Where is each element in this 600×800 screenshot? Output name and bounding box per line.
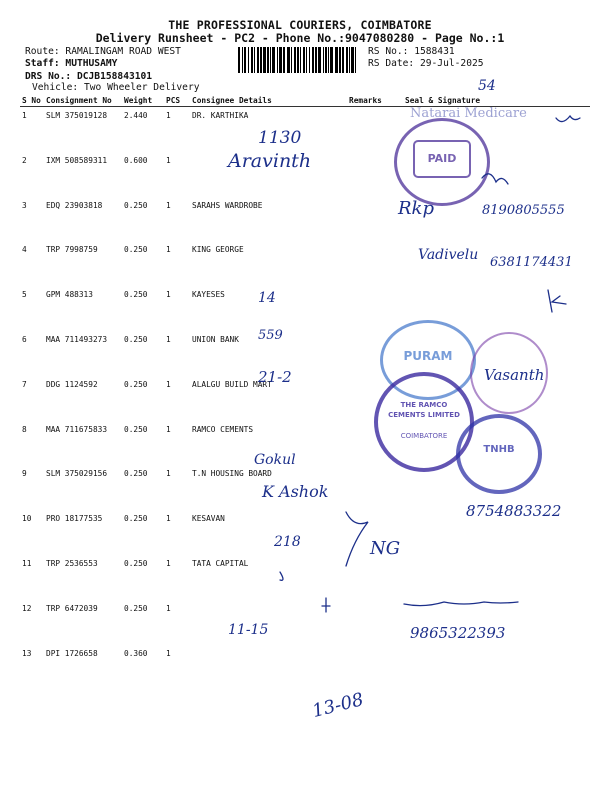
consignee-cell: ALALGU BUILD MART — [192, 379, 272, 389]
row7-note-handwriting: 21-2 — [258, 368, 292, 386]
bottom-note-handwriting: 13-08 — [310, 689, 366, 722]
pcs-cell: 1 — [166, 155, 171, 165]
consignee-cell: SARAHS WARDROBE — [192, 200, 263, 210]
weight-cell: 2.440 — [124, 111, 148, 120]
consignment-number-cell: TRP 6472039 — [46, 603, 98, 613]
weight-cell: 0.250 — [124, 200, 148, 210]
column-header: PCS — [164, 94, 190, 107]
serial-number-cell: 9 — [22, 469, 27, 479]
rs-date: RS Date: 29-Jul-2025 — [368, 58, 484, 69]
pcs-cell: 1 — [166, 514, 171, 524]
serial-number-cell: 3 — [22, 200, 27, 210]
pcs-cell: 1 — [166, 111, 171, 120]
pcs-cell: 1 — [166, 648, 171, 658]
row3-phone: 8190805555 — [482, 203, 565, 218]
pcs-cell: 1 — [166, 603, 171, 613]
consignee-cell: KESAVAN — [192, 514, 225, 524]
serial-number-cell: 4 — [22, 245, 27, 255]
ramco-label: THE RAMCO CEMENTS LIMITED — [388, 401, 460, 419]
company-title: THE PROFESSIONAL COURIERS, COIMBATORE — [168, 18, 432, 32]
row13-phone: 9865322393 — [410, 624, 506, 642]
consignment-number-cell: DDG 1124592 — [46, 379, 98, 389]
route-label: Route: RAMALINGAM ROAD WEST — [25, 46, 181, 57]
weight-cell: 0.250 — [124, 469, 148, 479]
weight-cell: 0.250 — [124, 290, 148, 300]
row11-stroke — [346, 512, 368, 566]
column-header: Remarks — [347, 94, 403, 107]
weight-cell: 0.360 — [124, 648, 148, 658]
column-header: Seal & Signature — [403, 94, 590, 107]
pcs-cell: 1 — [166, 558, 171, 568]
row10-signature: K Ashok — [262, 482, 329, 501]
row5-note-handwriting: 14 — [258, 290, 276, 306]
page-count-handwriting: 54 — [478, 78, 496, 94]
row11-signature: NG — [370, 538, 401, 559]
row13-note-handwriting: 11-15 — [228, 622, 269, 638]
consignment-number-cell: DPI 1726658 — [46, 648, 98, 658]
consignment-number-cell: MAA 711675833 — [46, 424, 108, 434]
row13-mark — [322, 598, 330, 612]
row11-note-handwriting: 218 — [274, 534, 301, 550]
consignment-number-cell: TRP 2536553 — [46, 558, 98, 568]
drs-number: DRS No.: DCJB158843101 — [25, 71, 153, 82]
row13-signature-line — [404, 602, 518, 606]
weight-cell: 0.250 — [124, 424, 148, 434]
weight-cell: 0.250 — [124, 514, 148, 524]
consignment-number-cell: PRO 18177535 — [46, 514, 103, 524]
rs-number: RS No.: 1588431 — [368, 46, 455, 57]
consignment-number-cell: EDQ 23903818 — [46, 200, 103, 210]
puram-label: PURAM — [403, 349, 453, 363]
pcs-cell: 1 — [166, 245, 171, 255]
pharmacy-name-stamp: Natarai Medicare — [410, 106, 527, 121]
weight-cell: 0.600 — [124, 155, 148, 165]
consignment-number-cell: SLM 375029156 — [46, 469, 108, 479]
consignee-cell: T.N HOUSING BOARD — [192, 469, 272, 479]
weight-cell: 0.250 — [124, 603, 148, 613]
weight-cell: 0.250 — [124, 245, 148, 255]
consignment-number-cell: MAA 711493273 — [46, 334, 108, 344]
pcs-cell: 1 — [166, 334, 171, 344]
ramco-city: COIMBATORE — [400, 432, 448, 440]
row1-note-handwriting: 1130 — [258, 128, 302, 148]
serial-number-cell: 11 — [22, 558, 32, 568]
serial-number-cell: 1 — [22, 111, 27, 120]
consignment-number-cell: IXM 508589311 — [46, 155, 108, 165]
row10-phone: 8754883322 — [466, 502, 562, 520]
tnhb-label: TNHB — [483, 444, 515, 455]
row4-phone: 6381174431 — [490, 255, 573, 270]
consignment-number-cell: SLM 375019128 — [46, 111, 108, 120]
consignee-cell: RAMCO CEMENTS — [192, 424, 254, 434]
pcs-cell: 1 — [166, 200, 171, 210]
consignee-cell: TATA CAPITAL — [192, 558, 249, 568]
consignee-cell: UNION BANK — [192, 334, 239, 344]
serial-number-cell: 12 — [22, 603, 32, 613]
consignee-cell: DR. KARTHIKA — [192, 111, 249, 120]
serial-number-cell: 6 — [22, 334, 27, 344]
staff-label: Staff: MUTHUSAMY — [25, 58, 118, 69]
pcs-cell: 1 — [166, 290, 171, 300]
row9-signature: Gokul — [254, 452, 296, 468]
runsheet-title: Delivery Runsheet - PC2 - Phone No.:9047080280 - Page No.:1 — [95, 31, 505, 45]
row3-signature: Rkp — [398, 198, 434, 219]
serial-number-cell: 10 — [22, 514, 32, 524]
row2-signature-scribble — [482, 174, 508, 184]
paid-label: PAID — [413, 140, 471, 178]
column-header: Weight — [122, 94, 164, 107]
pcs-cell: 1 — [166, 379, 171, 389]
serial-number-cell: 2 — [22, 155, 27, 165]
column-header: Consignee Details — [190, 94, 347, 107]
weight-cell: 0.250 — [124, 334, 148, 344]
vehicle-label: Vehicle: Two Wheeler Delivery — [32, 82, 200, 93]
pcs-cell: 1 — [166, 469, 171, 479]
row12-mark — [280, 572, 283, 580]
consignment-number-cell: GPM 488313 — [46, 290, 93, 300]
pcs-cell: 1 — [166, 424, 171, 434]
serial-number-cell: 7 — [22, 379, 27, 389]
row6-note-handwriting: 559 — [258, 328, 283, 343]
consignment-number-cell: TRP 7998759 — [46, 245, 98, 255]
serial-number-cell: 5 — [22, 290, 27, 300]
column-header: S No — [20, 94, 44, 107]
row2-signature: Aravinth — [228, 150, 312, 172]
serial-number-cell: 13 — [22, 648, 32, 658]
row4-signature: Vadivelu — [418, 247, 479, 263]
weight-cell: 0.250 — [124, 379, 148, 389]
row1-scribble — [556, 116, 580, 122]
consignee-cell: KAYESES — [192, 290, 225, 300]
weight-cell: 0.250 — [124, 558, 148, 568]
row7-signature: Vasanth — [484, 366, 545, 384]
column-header: Consignment No — [44, 94, 122, 107]
row5-right-scribble — [548, 290, 566, 312]
serial-number-cell: 8 — [22, 424, 27, 434]
consignee-cell: KING GEORGE — [192, 245, 244, 255]
